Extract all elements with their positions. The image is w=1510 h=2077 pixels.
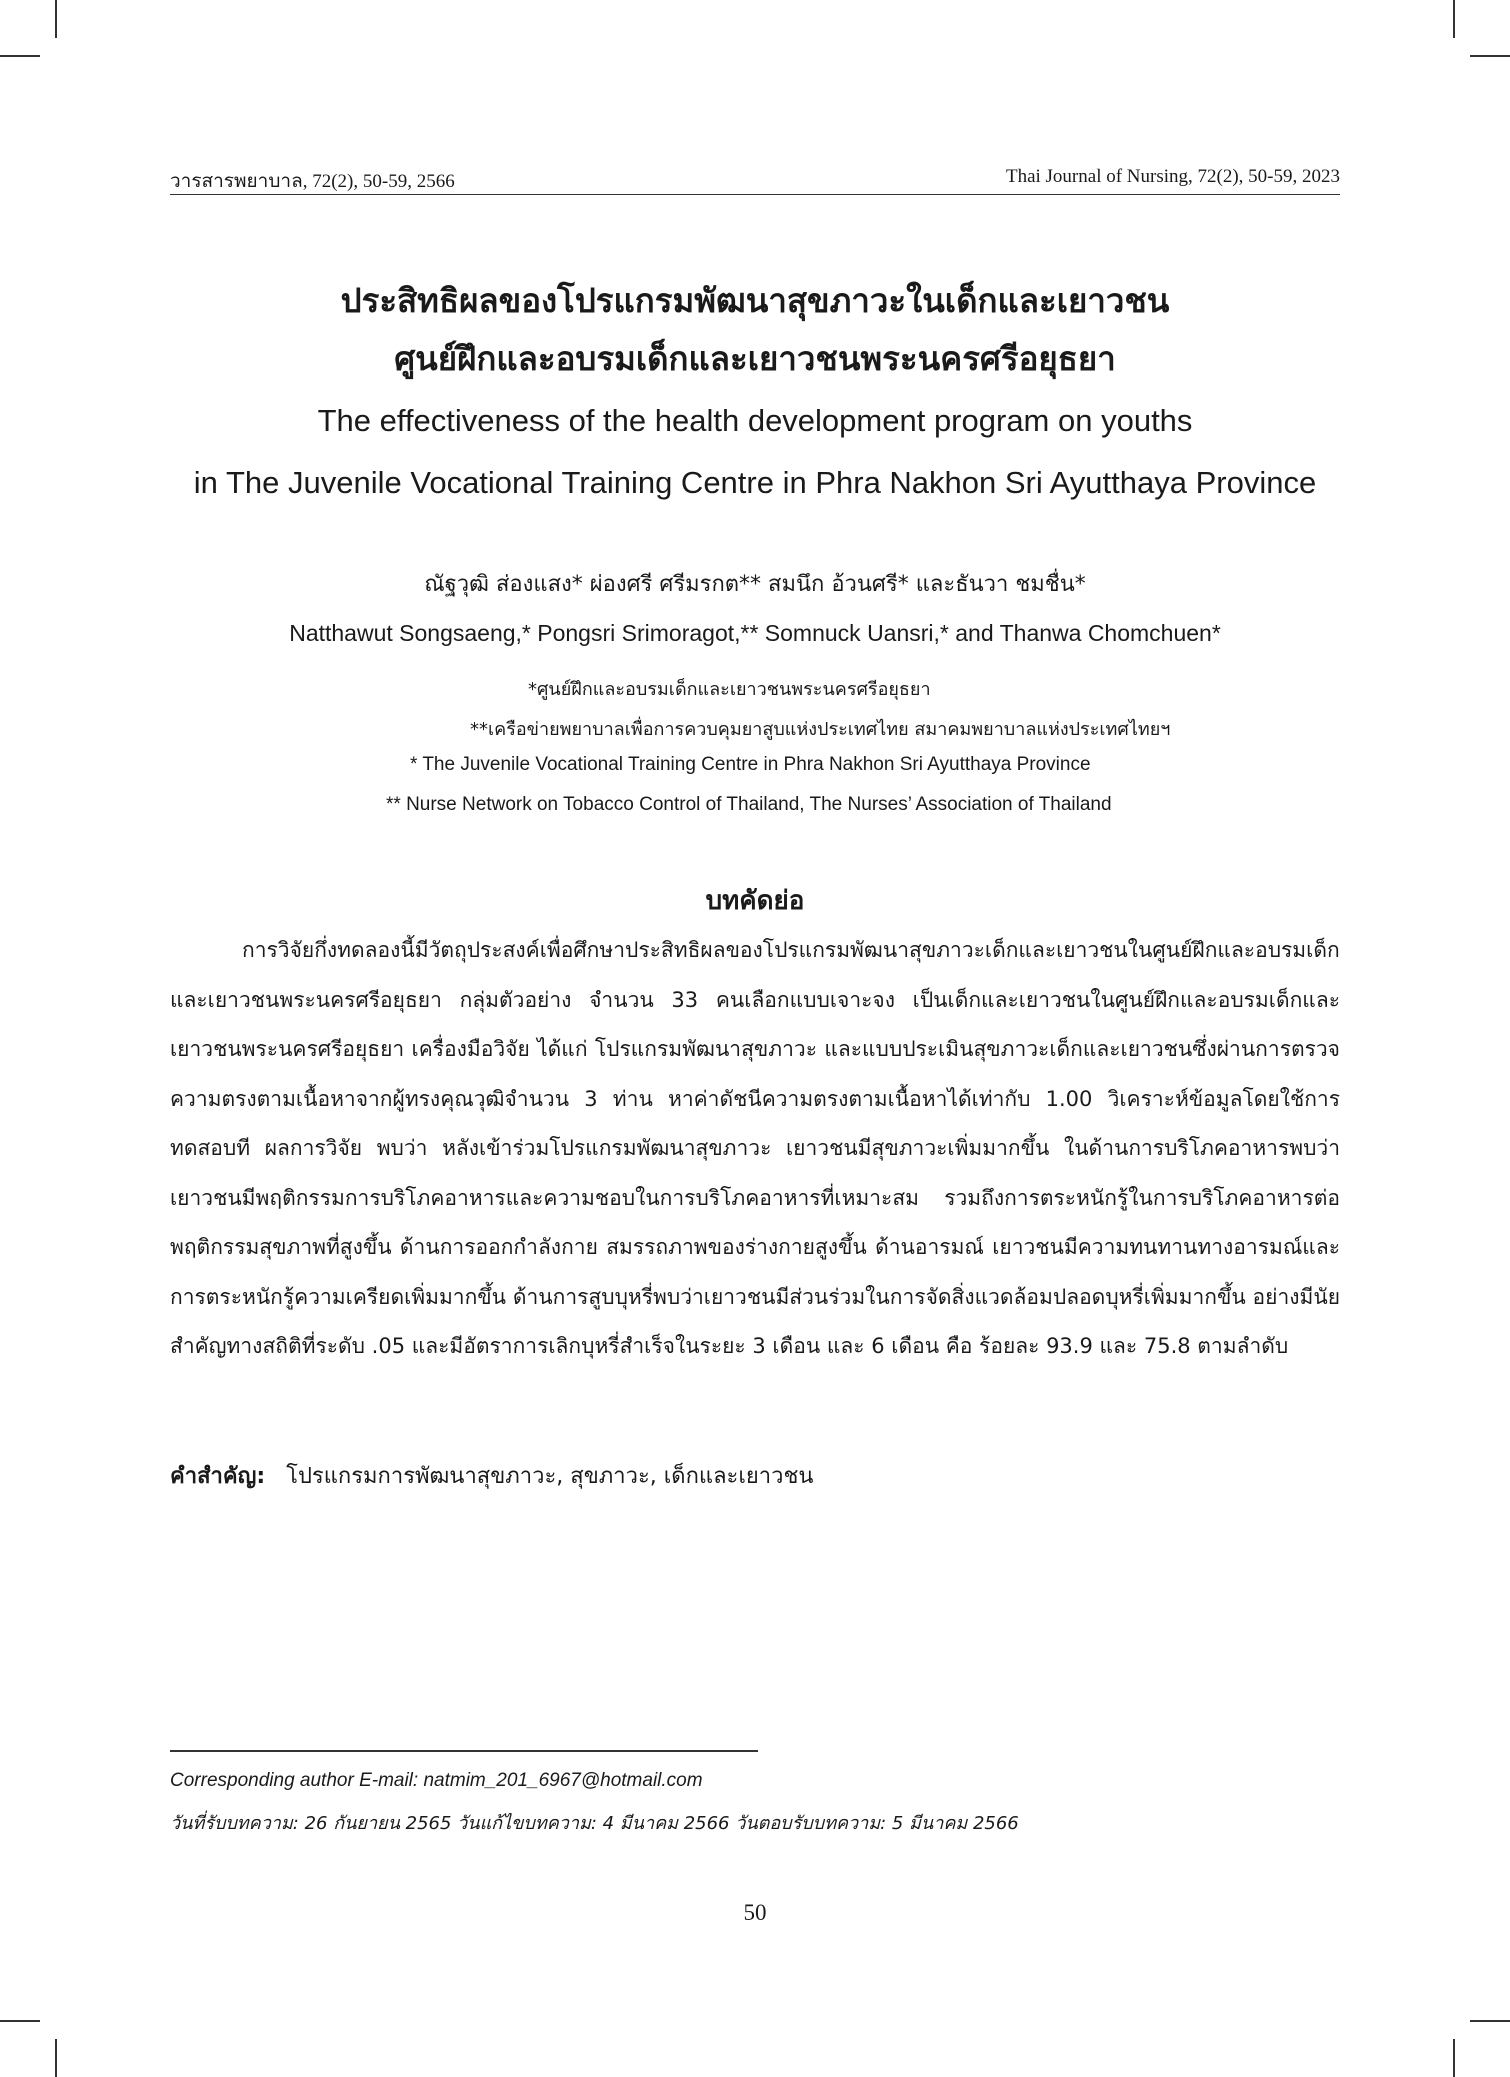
title-english-line-2: in The Juvenile Vocational Training Centre in Phra Nakhon Sri Ayutthaya Province	[193, 465, 1317, 500]
keywords	[170, 1458, 1340, 1493]
authors-thai: ณัฐวุฒิ ส่องแสง* ผ่องศรี ศรีมรกต** สมนึก อ้วนศรี* และธันวา ชมชื่น*	[424, 572, 1086, 597]
corresponding-author-email: Corresponding author E-mail: natmim_201_6967@hotmail.com	[170, 1770, 703, 1791]
title-thai-line-2: ศูนย์ฝึกและอบรมเด็กและเยาวชนพระนครศรีอยุธยา	[394, 339, 1116, 378]
footnote-rule	[170, 1750, 758, 1752]
abstract-body: การวิจัยกึ่งทดลองนี้มีวัตถุประสงค์เพื่อศึกษาประสิทธิผลของโปรแกรมพัฒนาสุขภาวะเด็กและเยาวชนในศูนย์ฝึกและอบรมเด็กและเยาวชนพระนครศรีอยุธยา กลุ่มตัวอย่าง จำนวน 33 คนเลือกแบบเจาะจง เป็นเด็กและเยาวชนในศูนย์ฝึกและอบรมเด็กและเยาวชนพระนครศรีอยุธยา เครื่องมือวิจัย ได้แก่ โปรแกรมพัฒนาสุขภาวะ และแบบประเมินสุขภาวะเด็กและเยาวชนซึ่งผ่านการตรวจความตรงตามเนื้อหาจากผู้ทรงคุณวุฒิจำนวน 3 ท่าน หาค่าดัชนีความตรงตามเนื้อหาได้เท่ากับ 1.00 วิเคราะห์ข้อมูลโดยใช้การทดสอบที ผลการวิจัย พบว่า หลังเข้าร่วมโปรแกรมพัฒนาสุขภาวะ เยาวชนมีสุขภาวะเพิ่มมากขึ้น ในด้านการบริโภคอาหารพบว่า เยาวชนมีพฤติกรรมการบริโภคอาหารและความชอบในการบริโภคอาหารที่เหมาะสม รวมถึงการตระหนักรู้ในการบริโภคอาหารต่อพฤติกรรมสุขภาพที่สูงขึ้น ด้านการออกกำลังกาย สมรรถภาพของร่างกายสูงขึ้น ด้านอารมณ์ เยาวชนมีความทนทานทางอารมณ์และการตระหนักรู้ความเครียดเพิ่มมากขึ้น ด้านการสูบบุหรี่พบว่าเยาวชนมีส่วนร่วมในการจัดสิ่งแวดล้อมปลอดบุหรี่เพิ่มมากขึ้น อย่างมีนัยสำคัญทางสถิติที่ระดับ .05 และมีอัตราการเลิกบุหรี่สำเร็จในระยะ 3 เดือน และ 6 เดือน คือ ร้อยละ 93.9 และ 75.8 ตามลำดับ	[170, 938, 1340, 1358]
affiliation-english-1: * The Juvenile Vocational Training Centre in Phra Nakhon Sri Ayutthaya Province	[410, 754, 1091, 775]
crop-mark-bottom-left-v	[55, 2039, 57, 2077]
running-header-thai: วารสารพยาบาล, 72(2), 50-59, 2566	[170, 171, 455, 192]
crop-mark-top-right-h	[1470, 55, 1510, 57]
crop-mark-bottom-right-h	[1470, 2020, 1510, 2022]
authors-english: Natthawut Songsaeng,* Pongsri Srimoragot,** Somnuck Uansri,* and Thanwa Chomchuen*	[289, 620, 1221, 646]
running-header-english: Thai Journal of Nursing, 72(2), 50-59, 2023	[1005, 166, 1340, 187]
abstract-heading: บทคัดย่อ	[705, 886, 805, 916]
crop-mark-top-right-v	[1453, 0, 1455, 38]
article-title-block	[170, 272, 1340, 514]
keywords-text: โปรแกรมการพัฒนาสุขภาวะ, สุขภาวะ, เด็กและเยาวชน	[286, 1464, 814, 1489]
keywords-label: คำสำคัญ:	[170, 1464, 266, 1489]
affiliation-english-2: ** Nurse Network on Tobacco Control of Thailand, The Nurses’ Association of Thailand	[386, 794, 1112, 815]
running-header	[170, 166, 1340, 195]
crop-mark-top-left-h	[0, 55, 40, 57]
affiliation-thai-1: *ศูนย์ฝึกและอบรมเด็กและเยาวชนพระนครศรีอยุธยา	[528, 679, 931, 700]
article-dates: วันที่รับบทความ: 26 กันยายน 2565 วันแก้ไขบทความ: 4 มีนาคม 2566 วันตอบรับบทความ: 5 มีนาคม 2566	[170, 1813, 1019, 1834]
title-thai-line-1: ประสิทธิผลของโปรแกรมพัฒนาสุขภาวะในเด็กและเยาวชน	[340, 281, 1170, 320]
crop-mark-bottom-right-v	[1453, 2039, 1455, 2077]
crop-mark-top-left-v	[55, 0, 57, 38]
crop-mark-bottom-left-h	[0, 2020, 40, 2022]
page-number: 50	[743, 1900, 767, 1925]
affiliation-thai-2: **เครือข่ายพยาบาลเพื่อการควบคุมยาสูบแห่งประเทศไทย สมาคมพยาบาลแห่งประเทศไทยฯ	[470, 719, 1171, 740]
title-english-line-1: The effectiveness of the health development program on youths	[317, 403, 1193, 438]
